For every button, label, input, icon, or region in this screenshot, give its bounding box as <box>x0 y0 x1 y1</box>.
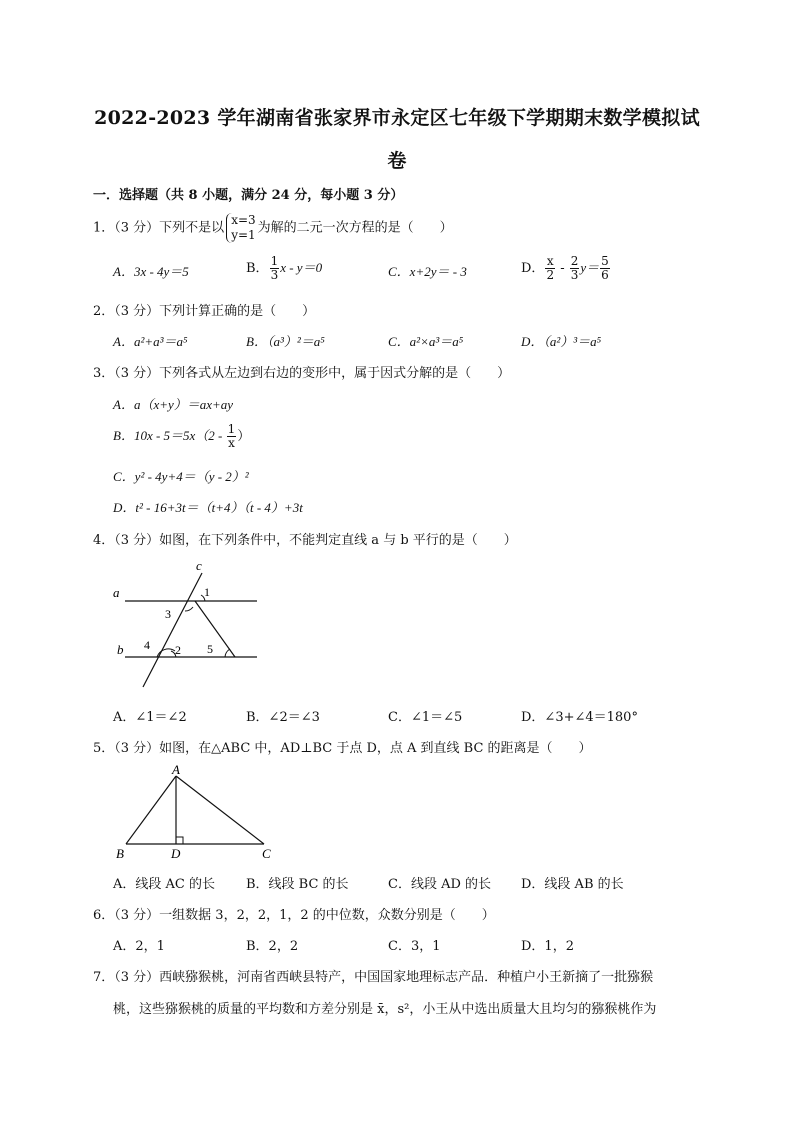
q1-option-b[interactable] <box>246 255 322 282</box>
q2-option-c[interactable]: C．a²×a³＝a⁵ <box>388 334 464 349</box>
system-eq-1: x=3 <box>231 213 256 227</box>
denominator: x <box>228 436 235 450</box>
right-angle-mark <box>176 837 183 844</box>
fraction <box>227 423 237 450</box>
q6-option-c[interactable]: C．3，1 <box>388 939 441 954</box>
q3-option-c[interactable]: C．y² - 4y+4＝（y - 2）² <box>113 469 249 484</box>
fraction <box>600 255 610 282</box>
q5-option-c[interactable]: C．线段 AD 的长 <box>388 877 492 892</box>
triangle-figure <box>110 762 280 862</box>
fraction <box>570 255 580 282</box>
q5-option-b[interactable]: B．线段 BC 的长 <box>246 877 349 892</box>
minus-sign: - <box>556 261 569 276</box>
question-5: 5．（3 分）如图，在△ABC 中，AD⊥BC 于点 D，点 A 到直线 BC 的距离是（ ） <box>93 741 592 756</box>
q2-option-a[interactable]: A．a²+a³＝a⁵ <box>113 334 188 349</box>
numerator: 1 <box>227 422 236 436</box>
label-b: b <box>117 642 124 657</box>
question-1-prefix: 1．（3 分）下列不是以 <box>93 220 225 236</box>
q4-option-c[interactable]: C．∠1＝∠5 <box>388 710 463 725</box>
label-c: c <box>196 558 202 573</box>
system-eq-2: y=1 <box>231 228 256 242</box>
q5-option-a[interactable]: A．线段 AC 的长 <box>113 877 215 892</box>
label-angle-1: 1 <box>204 585 210 599</box>
q6-option-d[interactable]: D．1，2 <box>521 939 574 954</box>
equation-system <box>226 213 255 243</box>
q6-option-a[interactable]: A．2，1 <box>113 939 165 954</box>
numerator: 5 <box>601 254 609 268</box>
angle-3-arc <box>185 607 193 611</box>
fraction <box>545 255 555 282</box>
label-angle-5: 5 <box>207 642 213 656</box>
question-7-line-2: 桃，这些猕猴桃的质量的平均数和方差分别是 x̄，s²，小王从中选出质量大且均匀的猕猴桃作为 <box>113 1002 657 1017</box>
q6-option-b[interactable]: B．2，2 <box>246 939 299 954</box>
option-expression: x - y＝0 <box>280 260 323 275</box>
numerator: x <box>546 254 554 268</box>
q1-option-a[interactable]: A．3x - 4y＝5 <box>113 264 189 279</box>
parallel-lines-figure <box>105 555 275 695</box>
q1-option-d[interactable] <box>521 255 611 282</box>
q4-option-a[interactable]: A．∠1＝∠2 <box>113 710 187 725</box>
side-ac <box>176 776 264 844</box>
q3-option-a[interactable]: A．a（x+y）＝ax+ay <box>113 397 234 412</box>
denominator: 6 <box>601 268 609 282</box>
page-title-continued: 卷 <box>387 150 407 172</box>
option-expression: B．10x - 5＝5x（2 - <box>113 428 226 443</box>
line-c <box>143 573 202 687</box>
option-expression: y＝ <box>580 260 600 275</box>
question-1 <box>93 213 453 243</box>
question-6: 6．（3 分）一组数据 3，2，2，1，2 的中位数，众数分别是（ ） <box>93 908 495 923</box>
label-vertex-a: A <box>172 762 180 777</box>
question-4: 4．（3 分）如图，在下列条件中，不能判定直线 a 与 b 平行的是（ ） <box>93 533 517 548</box>
section-heading: 一．选择题（共 8 小题，满分 24 分，每小题 3 分） <box>93 188 404 203</box>
label-angle-4: 4 <box>144 638 150 652</box>
q2-option-d[interactable]: D．（a²）³＝a⁵ <box>521 334 602 349</box>
angle-5-arc <box>225 649 230 657</box>
question-3: 3．（3 分）下列各式从左边到右边的变形中，属于因式分解的是（ ） <box>93 366 511 381</box>
q3-option-d[interactable]: D．t² - 16+3t＝（t+4）（t - 4）+3t <box>113 500 303 515</box>
side-ab <box>126 776 176 844</box>
q4-option-b[interactable]: B．∠2＝∠3 <box>246 710 320 725</box>
closing-paren: ） <box>237 429 251 444</box>
q3-option-b[interactable] <box>113 423 250 450</box>
denominator: 3 <box>270 268 279 282</box>
q2-option-b[interactable]: B．（a³）²＝a⁵ <box>246 334 325 349</box>
label-point-d: D <box>171 846 181 861</box>
transversal-segment <box>195 601 235 657</box>
fraction <box>270 255 280 282</box>
q4-option-d[interactable]: D．∠3+∠4＝180° <box>521 710 638 725</box>
label-a: a <box>113 585 120 600</box>
question-7-line-1: 7．（3 分）西峡猕猴桃，河南省西峡县特产，中国国家地理标志产品．种植户小王新摘了一批猕猴 <box>93 970 654 985</box>
option-label: D． <box>521 261 545 276</box>
q5-option-d[interactable]: D．线段 AB 的长 <box>521 877 624 892</box>
label-angle-2: 2 <box>175 643 181 657</box>
label-vertex-b: B <box>116 846 124 861</box>
label-angle-3: 3 <box>165 607 171 621</box>
option-label: B． <box>246 261 269 276</box>
numerator: 1 <box>270 254 279 268</box>
denominator: 2 <box>546 268 555 282</box>
question-1-suffix: 为解的二元一次方程的是（ ） <box>257 220 453 236</box>
q1-option-c[interactable]: C．x+2y＝ - 3 <box>388 264 467 279</box>
page-title: 2022-2023 学年湖南省张家界市永定区七年级下学期期末数学模拟试 <box>94 107 700 129</box>
question-2: 2．（3 分）下列计算正确的是（ ） <box>93 304 316 319</box>
numerator: 2 <box>570 254 579 268</box>
denominator: 3 <box>570 268 579 282</box>
label-vertex-c: C <box>262 846 271 861</box>
